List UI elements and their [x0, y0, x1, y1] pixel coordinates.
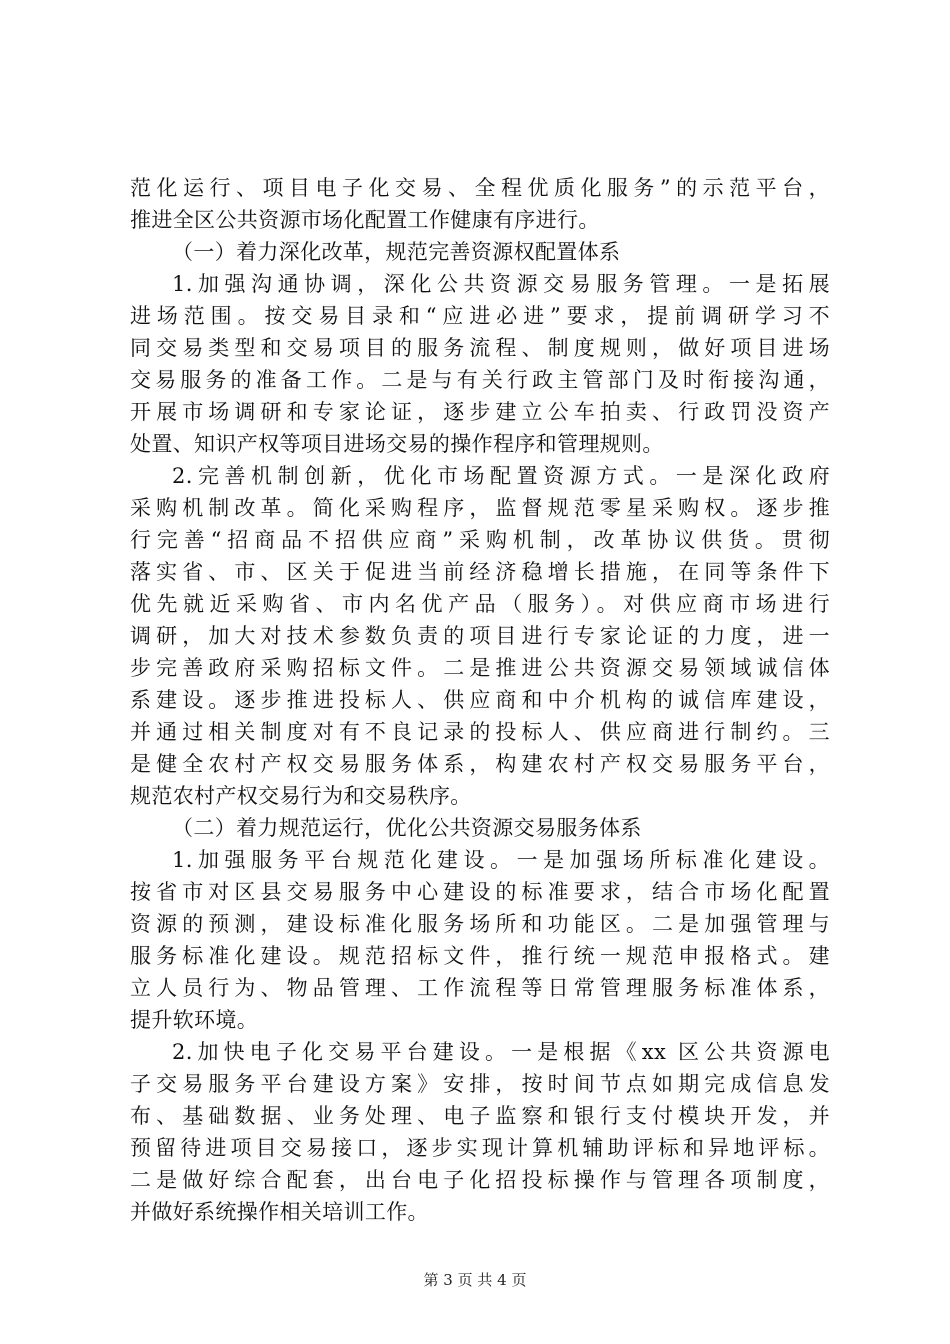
text-line: 1.加强服务平台规范化建设。一是加强场所标准化建设。 — [172, 848, 830, 872]
text-line: 处置、知识产权等项目进场交易的操作程序和管理规则。 — [130, 432, 664, 456]
text-line: 推进全区公共资源市场化配置工作健康有序进行。 — [130, 208, 600, 232]
text-line: 规范农村产权交易行为和交易秩序。 — [130, 784, 472, 808]
text-line: 进场范围。按交易目录和“应进必进”要求，提前调研学习不 — [130, 304, 830, 328]
text-line: 系建设。逐步推进投标人、供应商和中介机构的诚信库建设， — [130, 688, 830, 712]
text-line: 行完善“招商品不招供应商”采购机制，改革协议供货。贯彻 — [130, 528, 830, 552]
text-line: 是健全农村产权交易服务体系，构建农村产权交易服务平台， — [130, 752, 830, 776]
text-line: 并通过相关制度对有不良记录的投标人、供应商进行制约。三 — [130, 720, 830, 744]
text-line: 2.加快电子化交易平台建设。一是根据《xx 区公共资源电 — [172, 1040, 830, 1064]
text-line: 按省市对区县交易服务中心建设的标准要求，结合市场化配置 — [130, 880, 830, 904]
text-line: 1.加强沟通协调，深化公共资源交易服务管理。一是拓展 — [172, 272, 830, 296]
text-line: 范化运行、项目电子化交易、全程优质化服务”的示范平台， — [130, 176, 830, 200]
text-line: 资源的预测，建设标准化服务场所和功能区。二是加强管理与 — [130, 912, 830, 936]
text-line: 并做好系统操作相关培训工作。 — [130, 1200, 429, 1224]
page-number-footer: 第 3 页 共 4 页 — [423, 1271, 527, 1289]
text-line: 预留待进项目交易接口，逐步实现计算机辅助评标和异地评标。 — [130, 1136, 830, 1160]
section-heading: （一）着力深化改革，规范完善资源权配置体系 — [172, 240, 621, 264]
text-line: 优先就近采购省、市内名优产品（服务）。对供应商市场进行 — [130, 592, 830, 616]
text-line: 同交易类型和交易项目的服务流程、制度规则，做好项目进场 — [130, 336, 830, 360]
text-line: 提升软环境。 — [130, 1008, 259, 1032]
text-line: 采购机制改革。简化采购程序，监督规范零星采购权。逐步推 — [130, 496, 830, 520]
text-line: 2.完善机制创新，优化市场配置资源方式。一是深化政府 — [172, 464, 830, 488]
text-line: 布、基础数据、业务处理、电子监察和银行支付模块开发，并 — [130, 1104, 830, 1128]
text-line: 交易服务的准备工作。二是与有关行政主管部门及时衔接沟通， — [130, 368, 830, 392]
document-body — [130, 172, 830, 1228]
section-heading: （二）着力规范运行，优化公共资源交易服务体系 — [172, 816, 642, 840]
text-line: 服务标准化建设。规范招标文件，推行统一规范申报格式。建 — [130, 944, 830, 968]
text-line: 调研，加大对技术参数负责的项目进行专家论证的力度，进一 — [130, 624, 830, 648]
text-line: 二是做好综合配套，出台电子化招投标操作与管理各项制度， — [130, 1168, 830, 1192]
text-line: 落实省、市、区关于促进当前经济稳增长措施，在同等条件下 — [130, 560, 830, 584]
text-line: 步完善政府采购招标文件。二是推进公共资源交易领域诚信体 — [130, 656, 830, 680]
text-line: 开展市场调研和专家论证，逐步建立公车拍卖、行政罚没资产 — [130, 400, 830, 424]
text-line: 子交易服务平台建设方案》安排，按时间节点如期完成信息发 — [130, 1072, 830, 1096]
text-line: 立人员行为、物品管理、工作流程等日常管理服务标准体系， — [130, 976, 830, 1000]
